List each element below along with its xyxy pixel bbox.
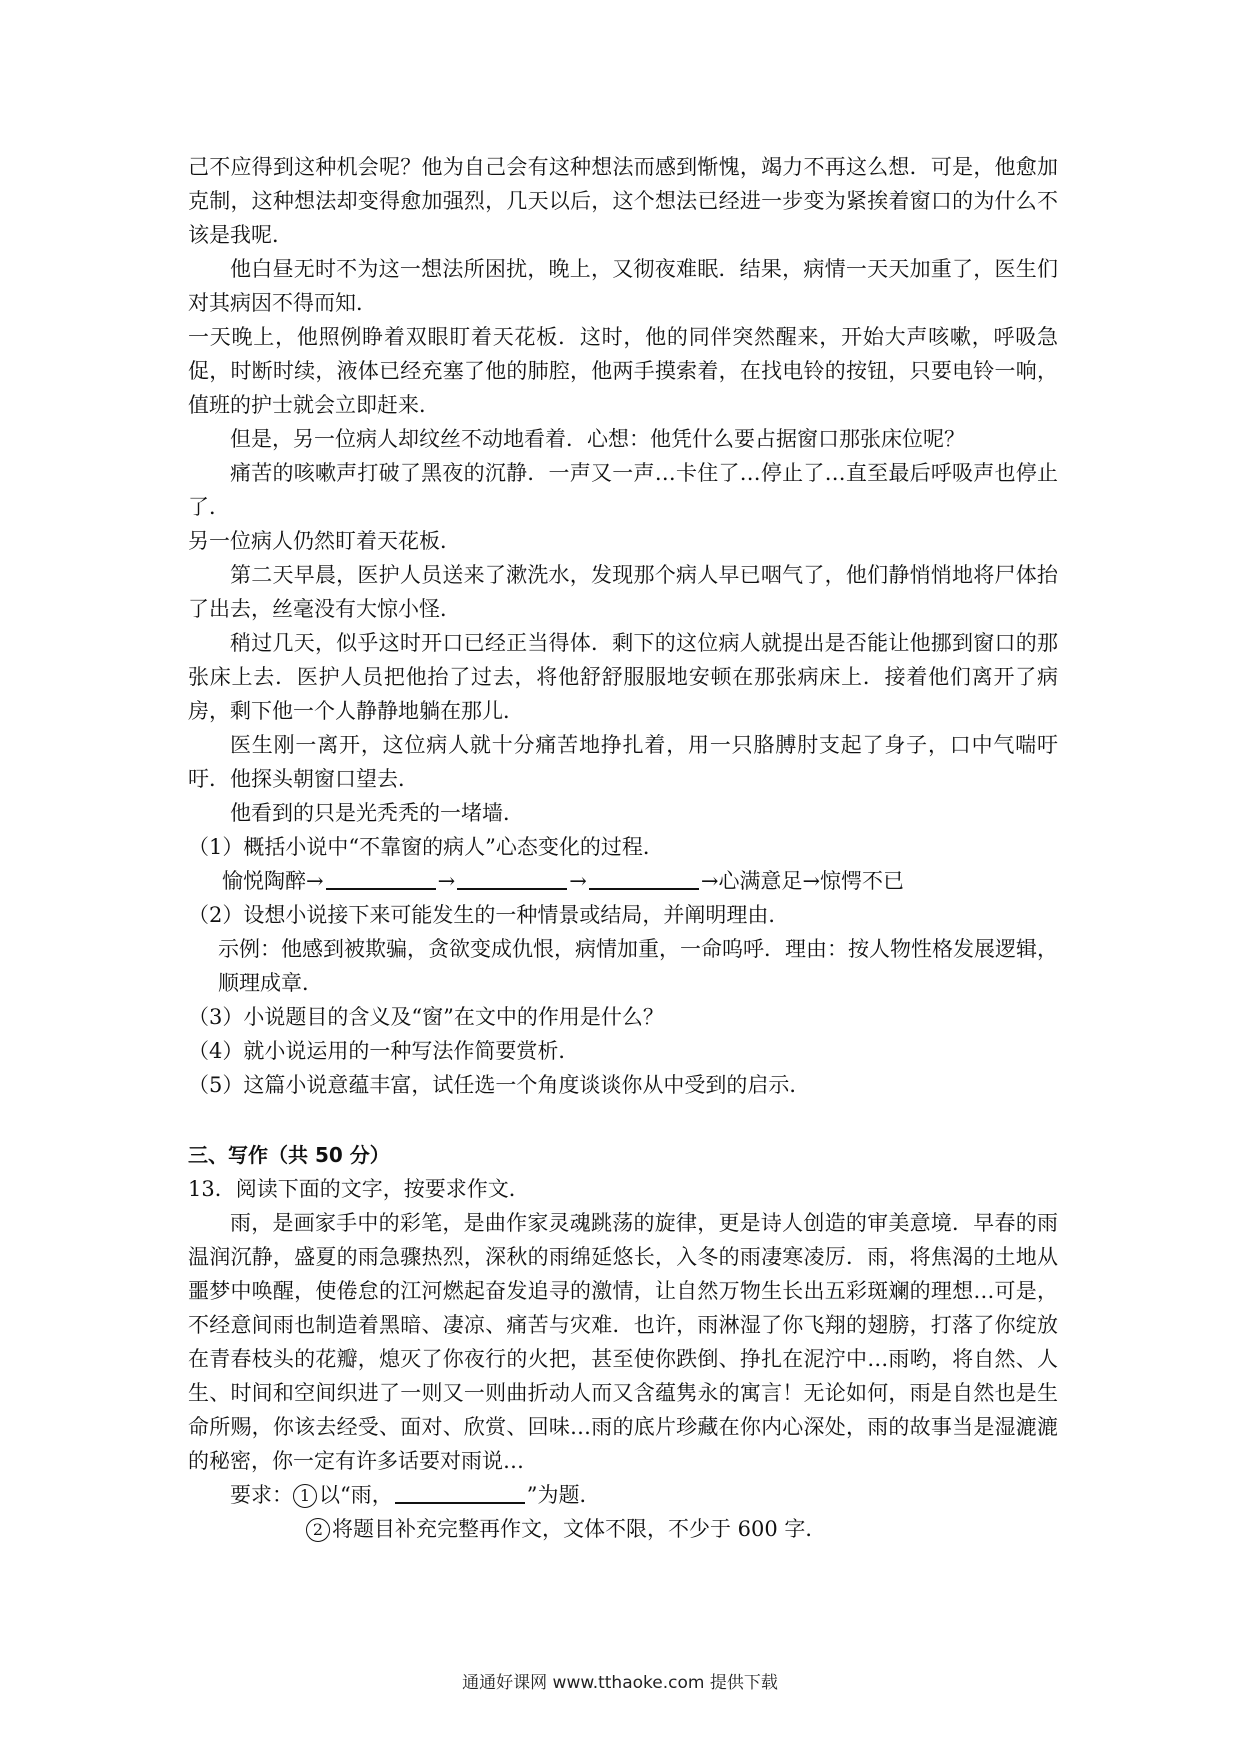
story-paragraph-3: 一天晚上，他照例睁着双眼盯着天花板．这时，他的同伴突然醒来，开始大声咳嗽，呼吸急促，时断时续，液体已经充塞了他的肺腔，他两手摸索着，在找电铃的按钮，只要电铃一响，值班的护士就会立即赶来． xyxy=(188,325,1058,417)
arrow: → xyxy=(700,869,719,893)
story-paragraph-9: 医生刚一离开，这位病人就十分痛苦地挣扎着，用一只胳膊肘支起了身子，口中气喘吁吁．他探头朝窗口望去． xyxy=(188,733,1058,791)
arrow: → xyxy=(306,869,324,893)
question-1-fill-line xyxy=(188,864,1058,898)
requirement-1-prefix: 以“雨， xyxy=(319,1483,393,1507)
title-blank[interactable] xyxy=(395,1480,525,1504)
mood-satisfied: 心满意足 xyxy=(718,869,803,893)
question-5: （5）这篇小说意蕴丰富，试任选一个角度谈谈你从中受到的启示． xyxy=(188,1073,811,1097)
story-paragraph-5: 痛苦的咳嗽声打破了黑夜的沉静．一声又一声…卡住了…停止了…直至最后呼吸声也停止了． xyxy=(188,461,1058,519)
mood-start: 愉悦陶醉 xyxy=(222,869,306,893)
question-2: （2）设想小说接下来可能发生的一种情景或结局，并阐明理由． xyxy=(188,903,790,927)
arrow: → xyxy=(802,869,821,893)
question-3: （3）小说题目的含义及“窗”在文中的作用是什么？ xyxy=(188,1005,664,1029)
story-paragraph-7: 第二天早晨，医护人员送来了漱洗水，发现那个病人早已咽气了，他们静悄悄地将尸体抬了出去，丝毫没有大惊小怪． xyxy=(188,563,1058,621)
section-title-writing: 三、写作（共 50 分） xyxy=(188,1143,390,1167)
document-body xyxy=(188,150,1058,1546)
question-2-example: 示例：他感到被欺骗，贪欲变成仇恨，病情加重，一命呜呼．理由：按人物性格发展逻辑，顺理成章． xyxy=(218,937,1058,995)
story-paragraph-6: 另一位病人仍然盯着天花板． xyxy=(188,529,461,553)
answer-blank-1[interactable] xyxy=(326,866,436,890)
requirement-2-text: 将题目补充完整再作文，文体不限，不少于 600 字． xyxy=(332,1517,827,1541)
requirement-1-suffix: ”为题． xyxy=(526,1483,601,1507)
arrow: → xyxy=(437,869,456,893)
requirement-label: 要求： xyxy=(230,1483,293,1507)
story-paragraph-8: 稍过几天，似乎这时开口已经正当得体．剩下的这位病人就提出是否能让他挪到窗口的那张床上去．医护人员把他抬了过去，将他舒舒服服地安顿在那张病床上．接着他们离开了病房，剩下他一个人静静地躺在那儿． xyxy=(188,631,1058,723)
answer-blank-3[interactable] xyxy=(589,866,699,890)
mood-final: 惊愕不已 xyxy=(820,869,905,893)
answer-blank-2[interactable] xyxy=(457,866,567,890)
question-4: （4）就小说运用的一种写法作简要赏析． xyxy=(188,1039,580,1063)
story-paragraph-2: 他白昼无时不为这一想法所困扰，晚上，又彻夜难眠．结果，病情一天天加重了，医生们对其病因不得而知． xyxy=(188,257,1058,315)
story-paragraph-10: 他看到的只是光秃秃的一堵墙． xyxy=(230,801,524,825)
question-1: （1）概括小说中“不靠窗的病人”心态变化的过程． xyxy=(188,835,664,859)
story-paragraph-1: 己不应得到这种机会呢？他为自己会有这种想法而感到惭愧，竭力不再这么想．可是，他愈加克制，这种想法却变得愈加强烈，几天以后，这个想法已经进一步变为紧挨着窗口的为什么不该是我呢． xyxy=(188,155,1058,247)
question-13: 13．阅读下面的文字，按要求作文． xyxy=(188,1177,530,1201)
arrow: → xyxy=(569,869,587,893)
page-footer: 通通好课网 www.tthaoke.com 提供下载 xyxy=(462,1673,778,1693)
circled-number-1: 1 xyxy=(293,1484,317,1508)
story-paragraph-4: 但是，另一位病人却纹丝不动地看着．心想：他凭什么要占据窗口那张床位呢？ xyxy=(230,427,965,451)
writing-requirement-2 xyxy=(188,1512,1058,1546)
circled-number-2: 2 xyxy=(306,1518,330,1542)
writing-requirement-1 xyxy=(188,1478,1058,1512)
writing-passage: 雨，是画家手中的彩笔，是曲作家灵魂跳荡的旋律，更是诗人创造的审美意境．早春的雨温润沉静，盛夏的雨急骤热烈，深秋的雨绵延悠长，入冬的雨凄寒凌厉．雨，将焦渴的土地从噩梦中唤醒，使倦怠的江河燃起奋发追寻的激情，让自然万物生长出五彩斑斓的理想…可是，不经意间雨也制造着黑暗、凄凉、痛苦与灾难．也许，雨淋湿了你飞翔的翅膀，打落了你绽放在青春枝头的花瓣，熄灭了你夜行的火把，甚至使你跌倒、挣扎在泥泞中…雨哟，将自然、人生、时间和空间织进了一则又一则曲折动人而又含蕴隽永的寓言！无论如何，雨是自然也是生命所赐，你该去经受、面对、欣赏、回味…雨的底片珍藏在你内心深处，雨的故事当是湿漉漉的秘密，你一定有许多话要对雨说… xyxy=(188,1211,1058,1473)
